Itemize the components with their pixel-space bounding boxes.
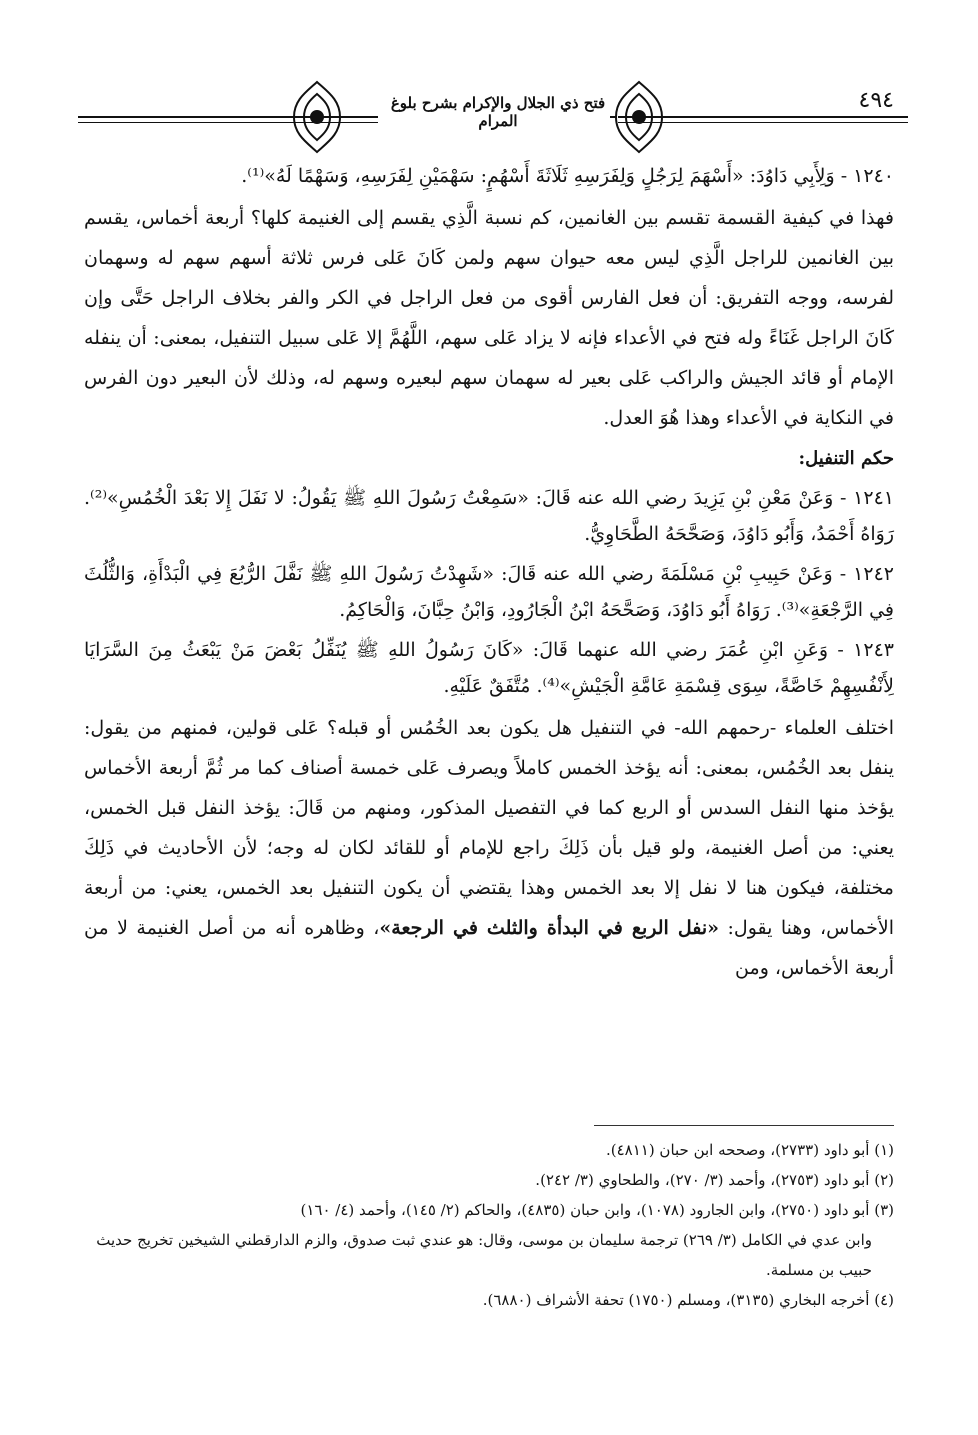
commentary-paragraph: فهذا في كيفية القسمة تقسم بين الغانمين، كم نسبة الَّذِي يقسم إلى الغنيمة كلها؟ أربعة أخماس، يقسم بين الغانمين للراجل الَّذِي ليس معه حيوان سهم ولمن كَانَ عَلى فرس ثلاثة أسهم سهم له وسهمان لفرسه، ووجه التفريق: أن فعل الفارس أقوى من فعل الراجل في الكر والفر بخلاف الراجل حَتَّى وإن كَانَ الراجل غَنَاءً وله فتح في الأعداء فإنه لا يزاد عَلى سهم، اللَّهُمَّ إلا عَلى سبيل التنفيل، بمعنى: أن ينفله الإمام أو قائد الجيش والراكب عَلى بعير له سهمان سهم لبعيره وسهم له، وذلك لأن البعير دون الفرس في النكاية في الأعداء وهذا هُوَ العدل. <box>84 207 895 429</box>
footnote-3: (٣) أبو داود (٢٧٥٠)، وابن الجارود (١٠٧٨)، وابن حبان (٤٨٣٥)، والحاكم (٢/ ١٤٥)، وأحمد (٤/ ١٦٠) <box>300 1201 894 1219</box>
quoted-hadith: «نفل الربع في البدأة والثلث في الرجعة» <box>379 917 720 939</box>
footnote-2: (٢) أبو داود (٢٧٥٣)، وأحمد (٣/ ٢٧٠)، والطحاوي (٣/ ٢٤٢). <box>535 1171 894 1189</box>
commentary-text: اختلف العلماء -رحمهم الله- في التنفيل هل يكون بعد الخُمُس أو قبله؟ عَلى قولين، فمنهم من يقول: ينفل بعد الخُمُس، بمعنى: أنه يؤخذ الخمس كاملاً ويصرف عَلى خمسة أصناف كما مر ثُمَّ أربعة الأخماس يؤخذ منها النفل السدس أو الربع كما في التفصيل المذكور، ومنهم من قَالَ: يؤخذ النفل قبل الخمس، يعني: من أصل الغنيمة، ولو قيل بأن ذَلِكَ راجع للإمام أو للقائد لكان له وجه؛ لأن الأحاديث في ذَلِكَ مختلفة، فيكون هنا لا نفل إلا بعد الخمس وهذا يقتضي أن يكون التنفيل بعد الخمس، يعني: من أربعة الأخماس، وهنا يقول: <box>84 717 894 939</box>
hadith-1242: ١٢٤٢ - وَعَنْ حَبِيبِ بْنِ مَسْلَمَةَ رضي الله عنه قَالَ: «شَهِدْتُ رَسُولَ اللهِ ﷺ نَفَّلَ الرُّبُعَ فِي الْبَدْأَةِ، وَالثُّلُثَ فِي الرَّجْعَةِ»⁽³⁾. رَوَاهُ أَبُو دَاوُدَ، وَصَحَّحَهُ ابْنُ الْجَارُودِ، وَابْنُ حِبَّانَ، وَالْحَاكِمُ. <box>84 563 894 621</box>
footnotes <box>84 1135 894 1315</box>
page-header <box>78 78 908 168</box>
footnote-3-continued: وابن عدي في الكامل (٣/ ٢٦٩) ترجمة سليمان بن موسى، وقال: هو عندي ثبت صدوق، والزم الدارقطني الشيخين تخريج حديث حبيب بن مسلمة. <box>96 1231 872 1279</box>
footnote-4: (٤) أخرجه البخاري (٣١٣٥)، ومسلم (١٧٥٠) تحفة الأشراف (٦٨٨٠). <box>482 1291 894 1309</box>
footnote-separator <box>594 1125 894 1126</box>
hadith-1240: ١٢٤٠ - وَلِأَبِي دَاوُدَ: «أَسْهَمَ لِرَجُلٍ وَلِفَرَسِهِ ثَلَاثَةَ أَسْهُمٍ: سَهْمَيْنِ لِفَرَسِهِ، وَسَهْمًا لَهُ»⁽¹⁾. <box>241 165 894 187</box>
hadith-1241: ١٢٤١ - وَعَنْ مَعْنِ بْنِ يَزِيدَ رضي الله عنه قَالَ: «سَمِعْتُ رَسُولَ اللهِ ﷺ يَقُولُ: لا نَفَلَ إِلا بَعْدَ الْخُمُسِ»⁽²⁾. رَوَاهُ أَحْمَدُ، وَأَبُو دَاوُدَ، وَصَحَّحَهُ الطَّحَاوِيُّ. <box>84 487 894 545</box>
hadith-1243: ١٢٤٣ - وَعَنِ ابْنِ عُمَرَ رضي الله عنهما قَالَ: «كَانَ رَسُولُ اللهِ ﷺ يُنَفِّلُ بَعْضَ مَنْ يَبْعَثُ مِنَ السَّرَايَا لِأَنْفُسِهِمْ خَاصَّةً، سِوَى قِسْمَةِ عَامَّةِ الْجَيْشِ»⁽⁴⁾. مُتَّفَقٌ عَلَيْهِ. <box>84 639 894 697</box>
page-number: ٤٩٤ <box>858 88 894 113</box>
commentary-paragraph-2 <box>84 708 894 988</box>
ornament-icon <box>610 78 668 156</box>
ornament-icon <box>288 78 346 156</box>
commentary-tail: ، وظاهره أنه من أصل الغنيمة لا من أربعة الأخماس، ومن <box>84 917 894 979</box>
page-body <box>84 158 894 988</box>
footnote-1: (١) أبو داود (٢٧٣٣)، وصححه ابن حبان (٤٨١١). <box>605 1141 894 1159</box>
book-title: فتح ذي الجلال والإكرام بشرح بلوغ المرام <box>378 94 618 130</box>
section-heading: حكم التنفيل: <box>798 448 894 469</box>
